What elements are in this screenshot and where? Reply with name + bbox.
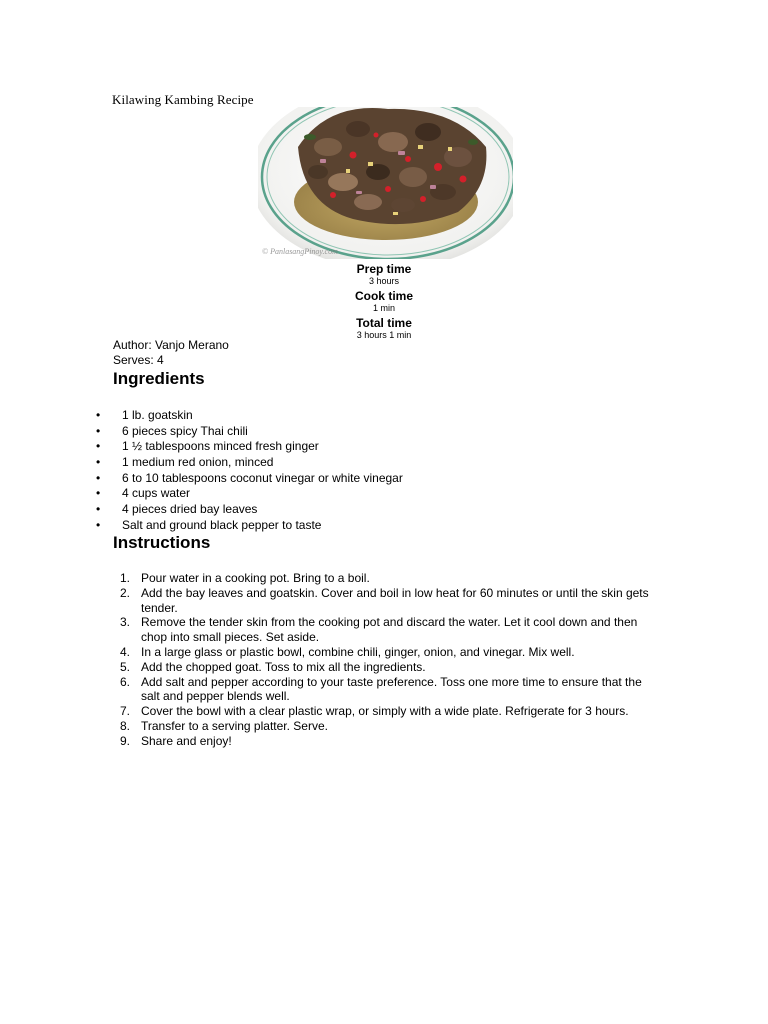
recipe-title: Kilawing Kambing Recipe xyxy=(112,92,254,107)
instruction-step xyxy=(112,675,657,705)
instruction-step xyxy=(112,660,657,675)
step-number: 2. xyxy=(119,585,130,600)
step-number: 3. xyxy=(119,615,130,630)
instruction-step xyxy=(112,719,657,734)
recipe-times xyxy=(284,262,484,343)
instruction-step xyxy=(112,704,657,719)
total-time-value: 3 hours 1 min xyxy=(356,330,412,340)
prep-time-value: 3 hours xyxy=(368,276,400,286)
step-number: 8. xyxy=(119,718,130,733)
ingredient-item: • Salt and ground black pepper to taste xyxy=(96,518,403,534)
step-number: 6. xyxy=(119,674,130,689)
ingredient-item: • 1 ½ tablespoons minced fresh ginger xyxy=(96,439,403,455)
author: Author: Vanjo Merano xyxy=(113,338,229,352)
step-text: Transfer to a serving platter. Serve. xyxy=(141,718,328,733)
total-time-label: Total time xyxy=(356,316,412,330)
photo-watermark: © PanlasangPinoy.com xyxy=(262,247,338,256)
step-text: Add the bay leaves and goatskin. Cover and boil in low heat for 60 minutes or until the skin gets tender. xyxy=(141,585,649,615)
ingredients-heading: Ingredients xyxy=(113,369,205,388)
total-time xyxy=(284,316,484,341)
ingredient-item: • 4 pieces dried bay leaves xyxy=(96,502,403,518)
ingredient-item: • 4 cups water xyxy=(96,486,403,502)
step-number: 1. xyxy=(119,571,130,585)
ingredient-item: • 6 pieces spicy Thai chili xyxy=(96,424,403,440)
instruction-step xyxy=(112,734,657,749)
step-text: In a large glass or plastic bowl, combine chili, ginger, onion, and vinegar. Mix well. xyxy=(141,644,575,659)
step-number: 4. xyxy=(119,644,130,659)
serves: Serves: 4 xyxy=(113,353,164,367)
step-number: 7. xyxy=(119,704,130,719)
step-text: Pour water in a cooking pot. Bring to a boil. xyxy=(141,571,370,585)
cook-time-value: 1 min xyxy=(372,303,395,313)
ingredient-item: • 1 medium red onion, minced xyxy=(96,455,403,471)
step-text: Add salt and pepper according to your taste preference. Toss one more time to ensure that the salt and pepper blends well. xyxy=(141,674,642,704)
cook-time-label: Cook time xyxy=(354,289,413,303)
instruction-step xyxy=(112,645,657,660)
step-text: Cover the bowl with a clear plastic wrap, or simply with a wide plate. Refrigerate for 3 hours. xyxy=(141,704,629,719)
instruction-step xyxy=(112,615,657,645)
step-number: 9. xyxy=(119,733,130,748)
step-text: Add the chopped goat. Toss to mix all the ingredients. xyxy=(141,659,426,674)
cook-time xyxy=(284,289,484,314)
step-number: 5. xyxy=(119,659,130,674)
instructions-heading: Instructions xyxy=(113,533,211,552)
recipe-meta xyxy=(113,338,229,368)
instructions-list xyxy=(112,571,657,749)
ingredients-list xyxy=(96,408,403,534)
prep-time xyxy=(284,262,484,287)
recipe-photo xyxy=(258,107,513,259)
step-text: Share and enjoy! xyxy=(141,733,232,748)
prep-time-label: Prep time xyxy=(356,262,412,276)
step-text: Remove the tender skin from the cooking pot and discard the water. Let it cool down and then chop into small pieces. Set aside. xyxy=(141,615,638,645)
ingredient-item: • 1 lb. goatskin xyxy=(96,408,403,424)
kilawin-bowl-image xyxy=(258,107,513,259)
ingredient-item: • 6 to 10 tablespoons coconut vinegar or white vinegar xyxy=(96,471,403,487)
instruction-step xyxy=(112,571,657,586)
instruction-step xyxy=(112,586,657,616)
